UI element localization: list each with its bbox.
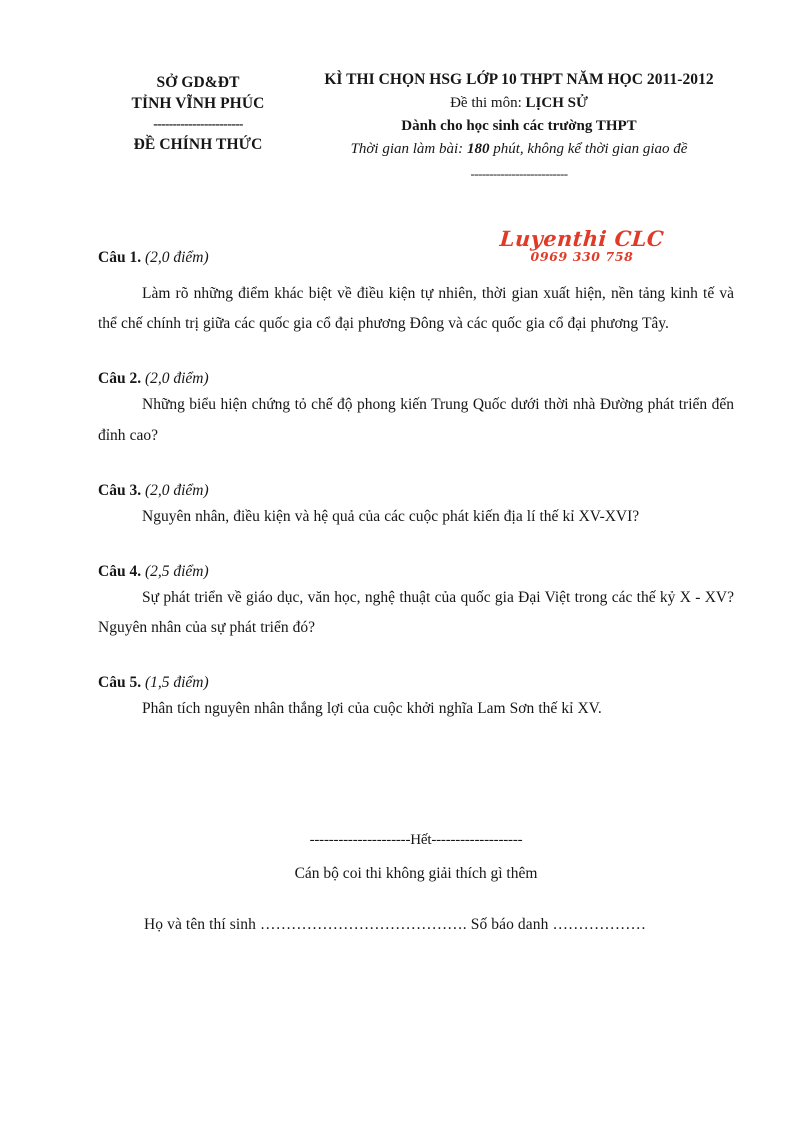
question-5: [98, 673, 734, 724]
question-2: [98, 369, 734, 450]
question-5-heading: [98, 673, 734, 694]
duration-label: Thời gian làm bài:: [350, 141, 467, 158]
question-1-number: Câu 1.: [98, 249, 142, 266]
duration-value: 180: [466, 141, 490, 158]
question-4-text: Sự phát triển về giáo dục, văn học, nghệ thuật của quốc gia Đại Việt trong các thế kỷ X - XV? Nguyên nhân của sự phát triển đó?: [98, 588, 734, 636]
header-left-divider: -----------------------: [153, 115, 243, 131]
question-1-heading: [98, 248, 734, 269]
questions-container: [98, 248, 734, 724]
province-line: TỈNH VĨNH PHÚC: [131, 95, 265, 113]
question-1-text: Làm rõ những điểm khác biệt về điều kiện tự nhiên, thời gian xuất hiện, nền tảng kinh tế và thể chế chính trị giữa các quốc gia cổ đại phương Đông và các quốc gia cổ đại phương Tây.: [98, 284, 734, 333]
spacer-after-question-4: [98, 643, 734, 673]
question-2-text: Những biểu hiện chứng tỏ chế độ phong kiến Trung Quốc dưới thời nhà Đường phát triển đến đỉnh cao?: [98, 396, 734, 444]
question-5-points: (1,5 điểm): [144, 674, 209, 692]
question-4-points: (2,5 điểm): [144, 562, 209, 580]
spacer-after-question-2: [98, 451, 734, 481]
watermark-brand-name: Luyenthi CLC: [499, 226, 665, 251]
proctor-note: Cán bộ coi thi không giải thích gì thêm: [294, 865, 538, 882]
question-5-number: Câu 5.: [98, 674, 142, 692]
department-line-1: SỞ GD&ĐT: [156, 74, 240, 91]
question-2-points: (2,0 điểm): [144, 370, 209, 388]
issuing-authority-block: [98, 70, 298, 155]
question-3-heading: [98, 481, 734, 502]
exam-subject-line: [304, 93, 734, 115]
exam-target-audience: Dành cho học sinh các trường THPT: [401, 117, 637, 134]
question-3: [98, 481, 734, 532]
question-2-number: Câu 2.: [98, 370, 142, 388]
exam-info-block: [298, 70, 734, 181]
spacer-after-question-1: [98, 339, 734, 369]
question-1-points: (2,0 điểm): [144, 249, 209, 266]
question-1-heading-gap: [98, 269, 734, 279]
official-exam-label: ĐỀ CHÍNH THỨC: [133, 135, 263, 153]
end-of-exam-marker: ---------------------Hết-------------------: [309, 832, 523, 848]
question-4-heading: [98, 562, 734, 583]
question-4-number: Câu 4.: [98, 562, 142, 580]
exam-title: KÌ THI CHỌN HSG LỚP 10 THPT NĂM HỌC 2011-2012: [324, 71, 714, 88]
exam-duration-line: [304, 138, 734, 161]
subject-separator: :: [517, 94, 526, 111]
subject-value: LỊCH SỬ: [525, 94, 588, 111]
watermark-phone-number: 0969 330 758: [530, 249, 634, 264]
question-5-text: Phân tích nguyên nhân thắng lợi của cuộc khởi nghĩa Lam Sơn thế kỉ XV.: [142, 700, 602, 718]
question-2-heading: [98, 369, 734, 390]
question-3-number: Câu 3.: [98, 481, 142, 499]
document-header: [98, 70, 734, 181]
spacer-after-question-3: [98, 532, 734, 562]
duration-suffix: phút, không kể thời gian giao đề: [489, 141, 688, 158]
candidate-info-fields: Họ và tên thí sinh …………………………………. Số báo danh ………………: [144, 915, 647, 933]
question-1: [98, 248, 734, 339]
question-3-points: (2,0 điểm): [144, 481, 209, 499]
header-right-divider: --------------------------: [470, 165, 568, 181]
document-footer: [98, 828, 734, 938]
subject-label: Đề thi môn: [450, 94, 518, 111]
question-4: [98, 562, 734, 643]
question-3-text: Nguyên nhân, điều kiện và hệ quả của các cuộc phát kiến địa lí thế kỉ XV-XVI?: [142, 507, 640, 525]
